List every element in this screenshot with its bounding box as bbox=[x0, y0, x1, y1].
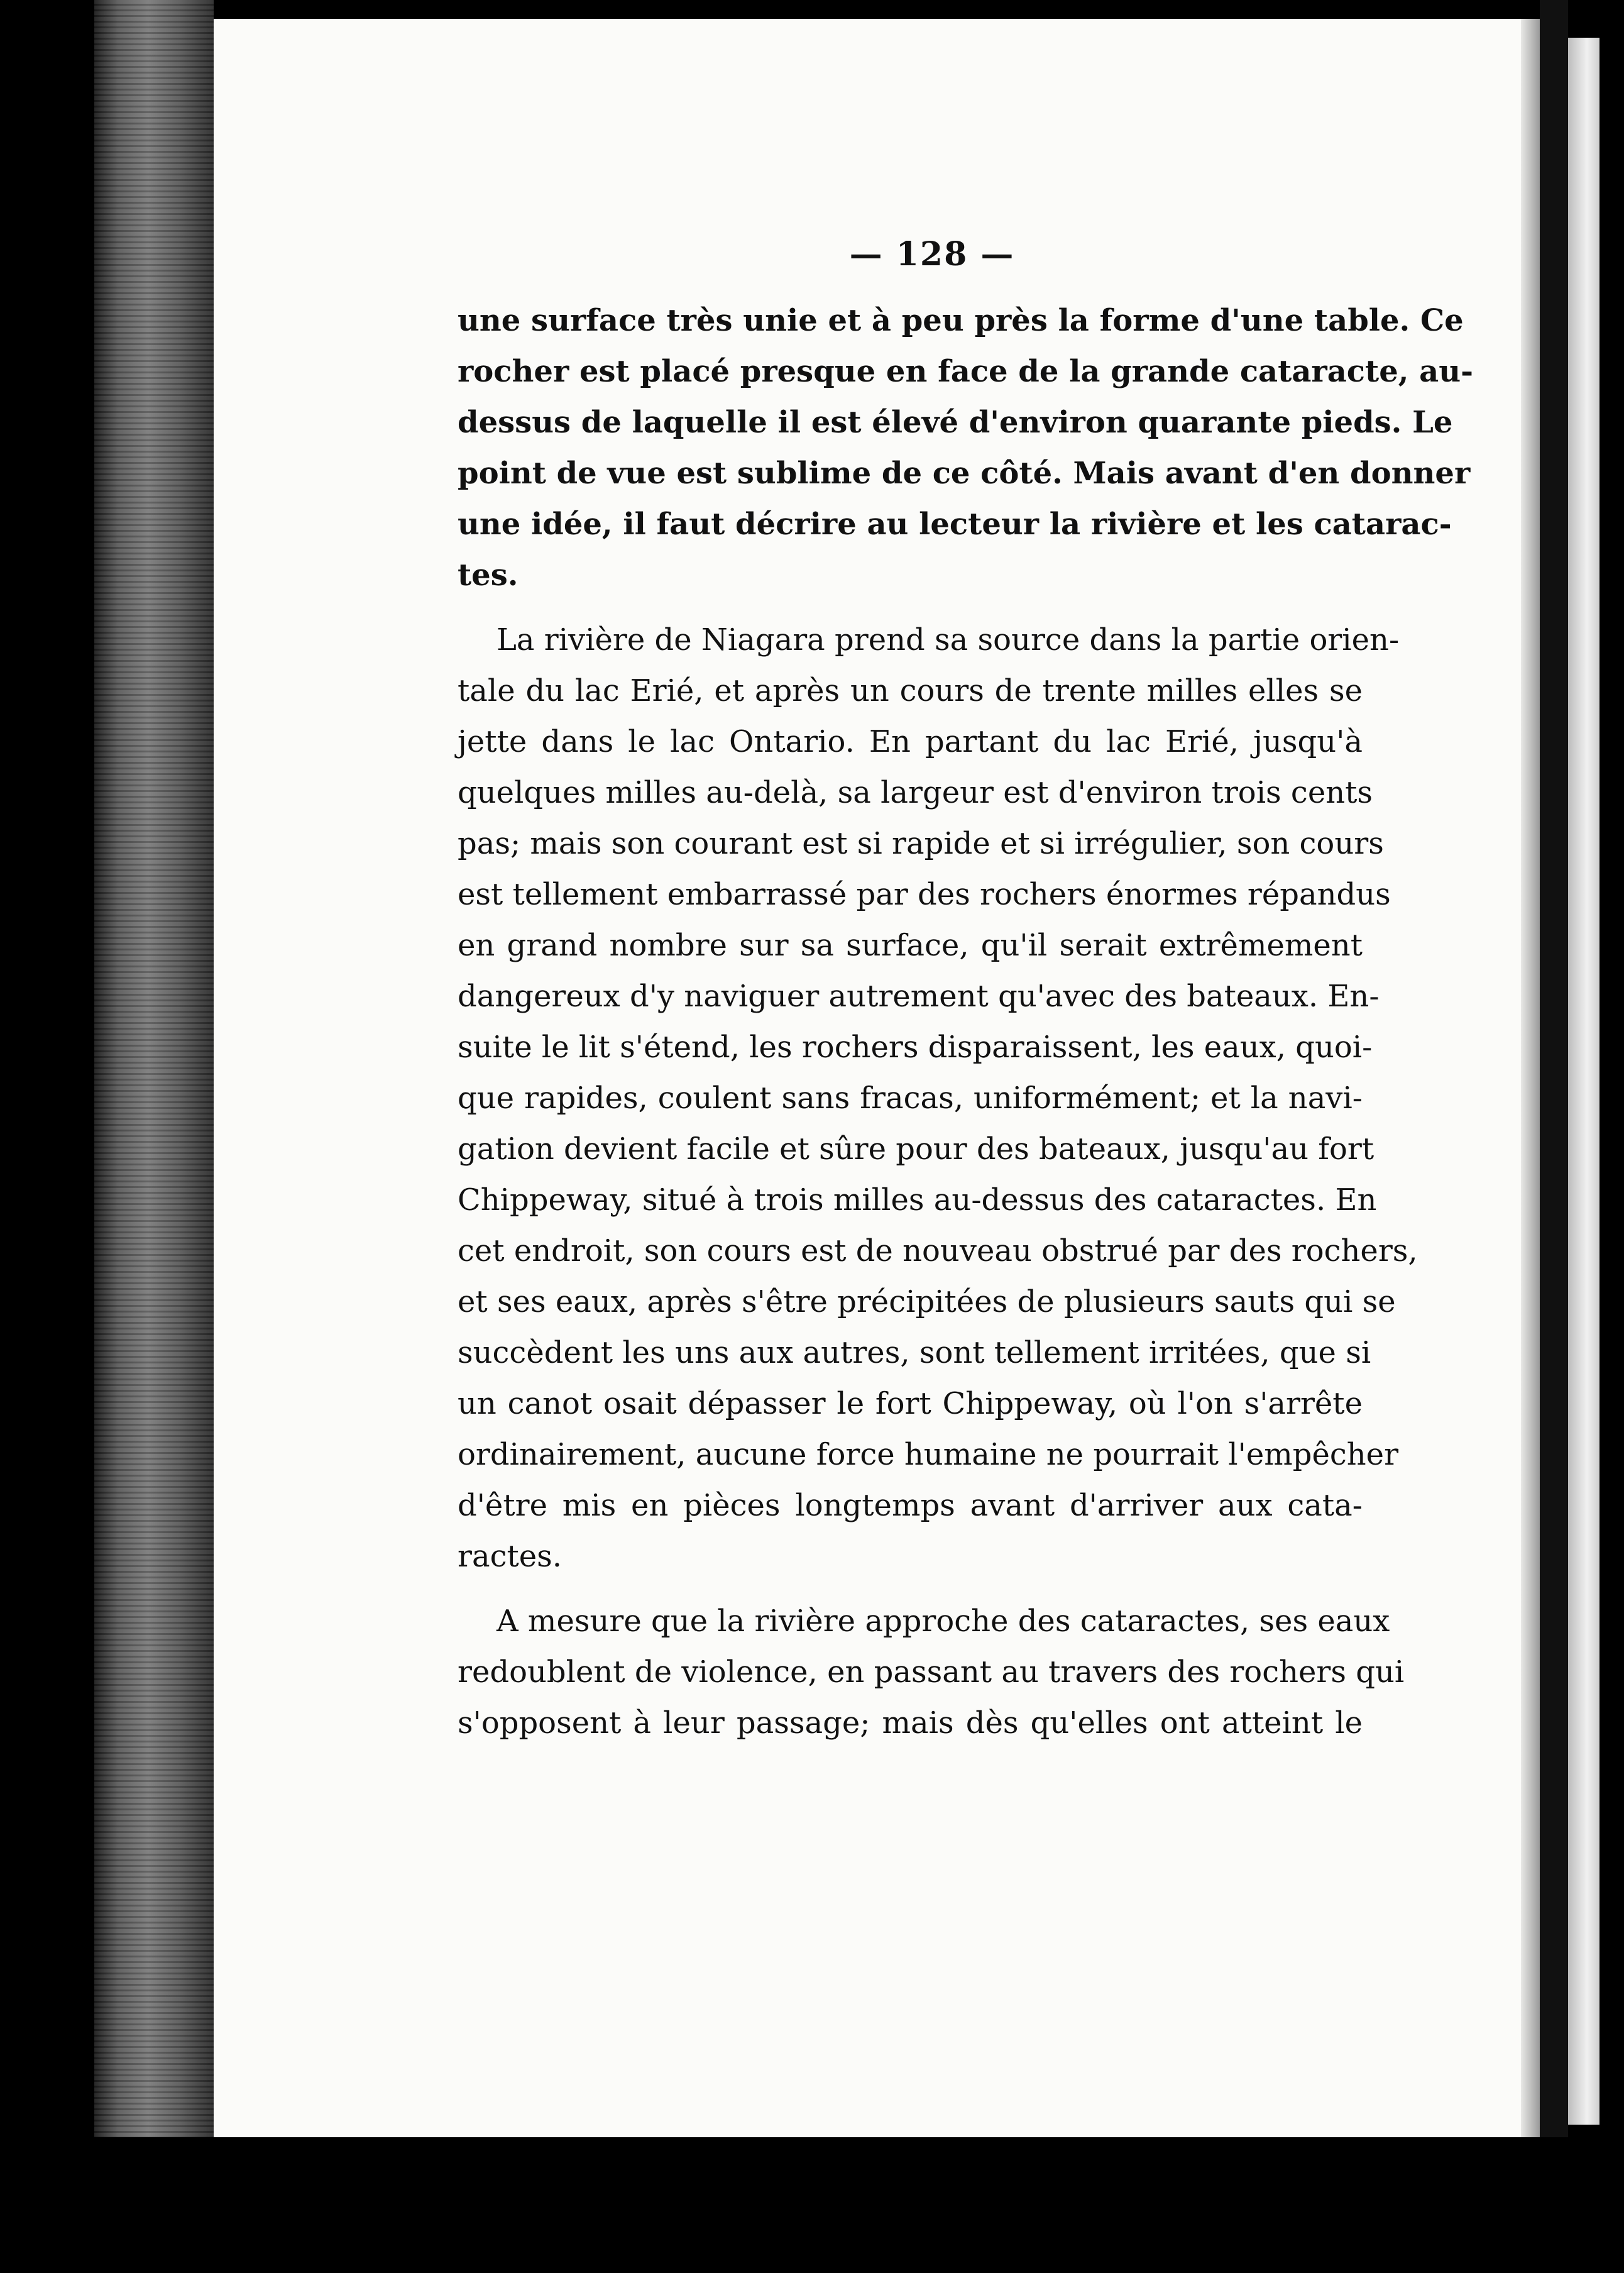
text-line: en grand nombre sur sa surface, qu'il serait extrêmement bbox=[458, 928, 1363, 963]
text-line: La rivière de Niagara prend sa source dans la partie orien- bbox=[497, 622, 1400, 658]
paragraph-2 bbox=[458, 615, 1418, 1582]
text-line: A mesure que la rivière approche des cataractes, ses eaux bbox=[497, 1604, 1390, 1639]
text-line: tes. bbox=[458, 558, 518, 593]
page-number: — 128 — bbox=[849, 235, 1015, 273]
text-line: cet endroit, son cours est de nouveau obstrué par des rochers, bbox=[458, 1233, 1418, 1269]
text-line: ractes. bbox=[458, 1539, 562, 1574]
paragraph-1 bbox=[458, 295, 1474, 601]
paragraph-3 bbox=[458, 1596, 1405, 1749]
text-line: dangereux d'y naviguer autrement qu'avec des bateaux. En- bbox=[458, 979, 1380, 1014]
text-line: et ses eaux, après s'être précipitées de plusieurs sauts qui se bbox=[458, 1284, 1396, 1319]
text-line: s'opposent à leur passage; mais dès qu'elles ont atteint le bbox=[458, 1705, 1363, 1741]
text-line: redoublent de violence, en passant au travers des rochers qui bbox=[458, 1654, 1405, 1690]
page-edge bbox=[1521, 19, 1540, 2137]
text-line: une surface très unie et à peu près la forme d'une table. Ce bbox=[458, 303, 1464, 338]
text-line: que rapides, coulent sans fracas, uniformément; et la navi- bbox=[458, 1081, 1363, 1116]
text-line: point de vue est sublime de ce côté. Mais avant d'en donner bbox=[458, 456, 1471, 491]
text-line: gation devient facile et sûre pour des bateaux, jusqu'au fort bbox=[458, 1131, 1374, 1167]
text-line: tale du lac Erié, et après un cours de trente milles elles se bbox=[458, 673, 1363, 708]
text-line: jette dans le lac Ontario. En partant du lac Erié, jusqu'à bbox=[458, 724, 1363, 759]
gutter-texture bbox=[94, 0, 214, 2150]
text-line: Chippeway, situé à trois milles au-dessus des cataractes. En bbox=[458, 1182, 1377, 1218]
text-line: quelques milles au-delà, sa largeur est d'environ trois cents bbox=[458, 775, 1373, 810]
scan-bottom-border bbox=[0, 2137, 1624, 2273]
next-page-edge bbox=[1568, 38, 1599, 2125]
text-line: un canot osait dépasser le fort Chippeway, où l'on s'arrête bbox=[458, 1386, 1363, 1421]
text-line: d'être mis en pièces longtemps avant d'arriver aux cata- bbox=[458, 1488, 1363, 1523]
text-line: suite le lit s'étend, les rochers disparaissent, les eaux, quoi- bbox=[458, 1030, 1373, 1065]
text-line: rocher est placé presque en face de la grande cataracte, au- bbox=[458, 354, 1474, 389]
text-line: une idée, il faut décrire au lecteur la rivière et les catarac- bbox=[458, 507, 1452, 542]
scan-right-border bbox=[1540, 0, 1568, 2175]
scan-left-border bbox=[0, 0, 94, 2273]
text-line: dessus de laquelle il est élevé d'environ quarante pieds. Le bbox=[458, 405, 1453, 440]
text-line: pas; mais son courant est si rapide et si irrégulier, son cours bbox=[458, 826, 1384, 861]
text-line: succèdent les uns aux autres, sont tellement irritées, que si bbox=[458, 1335, 1371, 1370]
text-line: est tellement embarrassé par des rochers énormes répandus bbox=[458, 877, 1391, 912]
text-line: ordinairement, aucune force humaine ne pourrait l'empêcher bbox=[458, 1437, 1399, 1472]
page-text bbox=[458, 233, 1474, 1749]
